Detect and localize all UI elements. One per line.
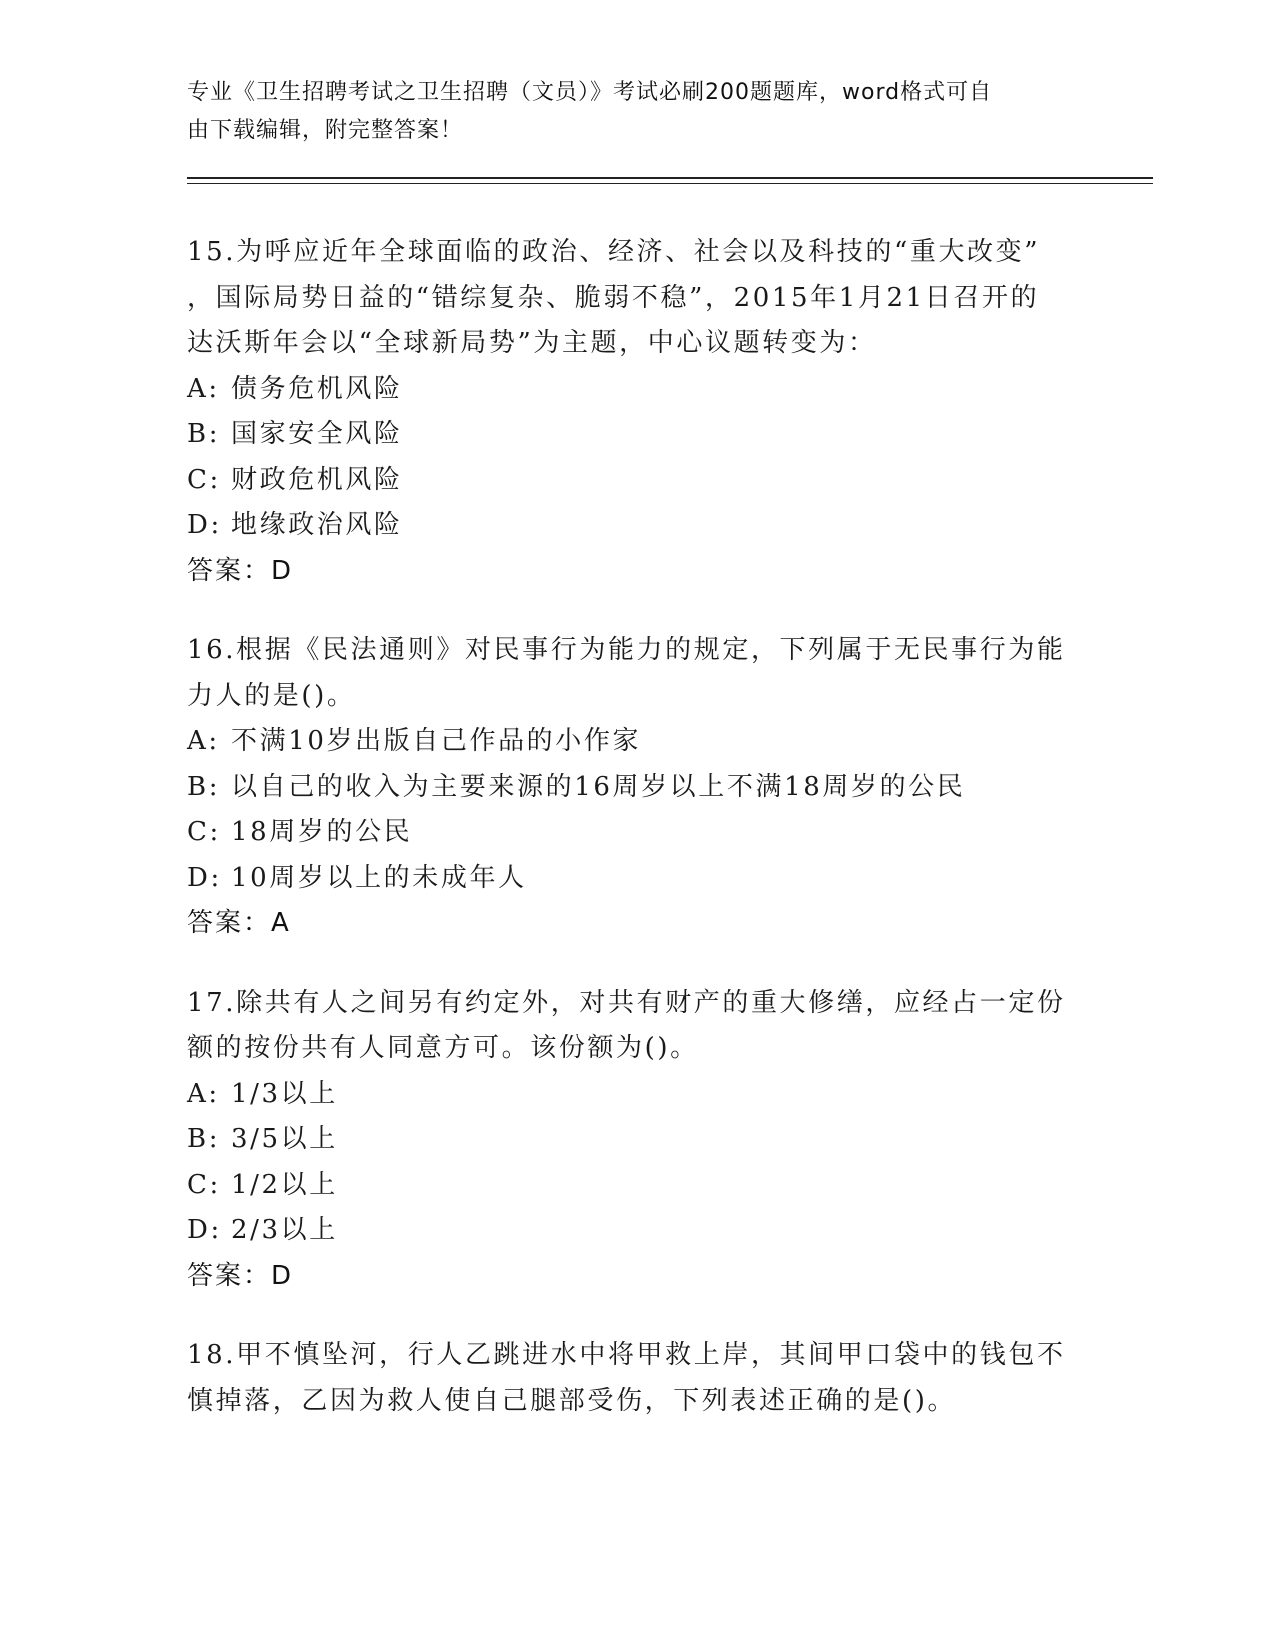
question-15-answer: 答案：D	[187, 555, 294, 586]
option-text: 地缘政治风险	[231, 510, 403, 540]
question-18-text-line-2: 慎掉落，乙因为救人使自己腿部受伤，下列表述正确的是()。	[187, 1385, 957, 1416]
question-16-option-b	[187, 765, 1087, 811]
option-text: 10周岁以上的未成年人	[231, 862, 527, 893]
option-key: D:	[187, 862, 222, 893]
option-text: 不满10岁出版自己作品的小作家	[231, 726, 642, 756]
question-17-option-a	[187, 1072, 1087, 1118]
question-list	[187, 230, 1087, 1458]
header-line-2: 由下载编辑，附完整答案！	[187, 118, 464, 143]
question-15-option-d	[187, 503, 1087, 549]
question-16-text-line-2: 力人的是()。	[187, 680, 356, 711]
option-text: 财政危机风险	[231, 464, 403, 495]
header-line-1: 专业《卫生招聘考试之卫生招聘（文员）》考试必刷200题题库，word格式可自	[187, 80, 993, 105]
question-15	[187, 230, 1087, 594]
option-text: 以自己的收入为主要来源的16周岁以上不满18周岁的公民	[231, 771, 966, 802]
question-17-option-b	[187, 1117, 1087, 1163]
question-15-option-a	[187, 367, 1087, 413]
option-key: A:	[187, 373, 220, 404]
option-key: B:	[187, 1124, 221, 1154]
option-text: 1/3以上	[231, 1078, 338, 1109]
question-15-option-c	[187, 458, 1087, 504]
option-key: D:	[187, 510, 222, 540]
header-rule-bottom	[187, 183, 1153, 184]
question-16	[187, 628, 1087, 947]
question-16-option-a	[187, 719, 1087, 765]
option-key: C:	[187, 464, 221, 495]
option-text: 1/2以上	[231, 1169, 338, 1200]
option-key: C:	[187, 1169, 221, 1200]
question-17-answer: 答案：D	[187, 1260, 294, 1291]
header-rule-top	[187, 177, 1153, 179]
document-header	[187, 74, 1067, 150]
question-17-option-d	[187, 1208, 1087, 1254]
option-text: 2/3以上	[231, 1215, 338, 1245]
option-text: 国家安全风险	[231, 419, 403, 449]
question-17	[187, 981, 1087, 1300]
question-15-option-b	[187, 412, 1087, 458]
option-text: 18周岁的公民	[231, 817, 413, 847]
option-key: A:	[187, 726, 220, 756]
question-18	[187, 1333, 1087, 1424]
question-15-text-line-1: 15.为呼应近年全球面临的政治、经济、社会以及科技的“重大改变”	[187, 237, 1041, 267]
option-key: D:	[187, 1215, 222, 1245]
option-text: 债务危机风险	[231, 373, 403, 404]
option-key: C:	[187, 817, 221, 847]
question-17-text-line-1: 17.除共有人之间另有约定外，对共有财产的重大修缮，应经占一定份	[187, 987, 1066, 1018]
question-15-text-line-3: 达沃斯年会以“全球新局势”为主题，中心议题转变为：	[187, 328, 877, 358]
question-17-text-line-2: 额的按份共有人同意方可。该份额为()。	[187, 1033, 699, 1063]
option-key: B:	[187, 771, 221, 802]
question-16-text-line-1: 16.根据《民法通则》对民事行为能力的规定，下列属于无民事行为能	[187, 635, 1066, 665]
question-18-text-line-1: 18.甲不慎坠河，行人乙跳进水中将甲救上岸，其间甲口袋中的钱包不	[187, 1340, 1066, 1370]
question-16-option-d	[187, 856, 1087, 902]
question-16-answer: 答案：A	[187, 908, 291, 938]
option-key: A:	[187, 1078, 220, 1109]
question-17-option-c	[187, 1163, 1087, 1209]
option-key: B:	[187, 419, 221, 449]
option-text: 3/5以上	[231, 1124, 338, 1154]
question-16-option-c	[187, 810, 1087, 856]
question-15-text-line-2: ，国际局势日益的“错综复杂、脆弱不稳”，2015年1月21日召开的	[187, 282, 1040, 313]
